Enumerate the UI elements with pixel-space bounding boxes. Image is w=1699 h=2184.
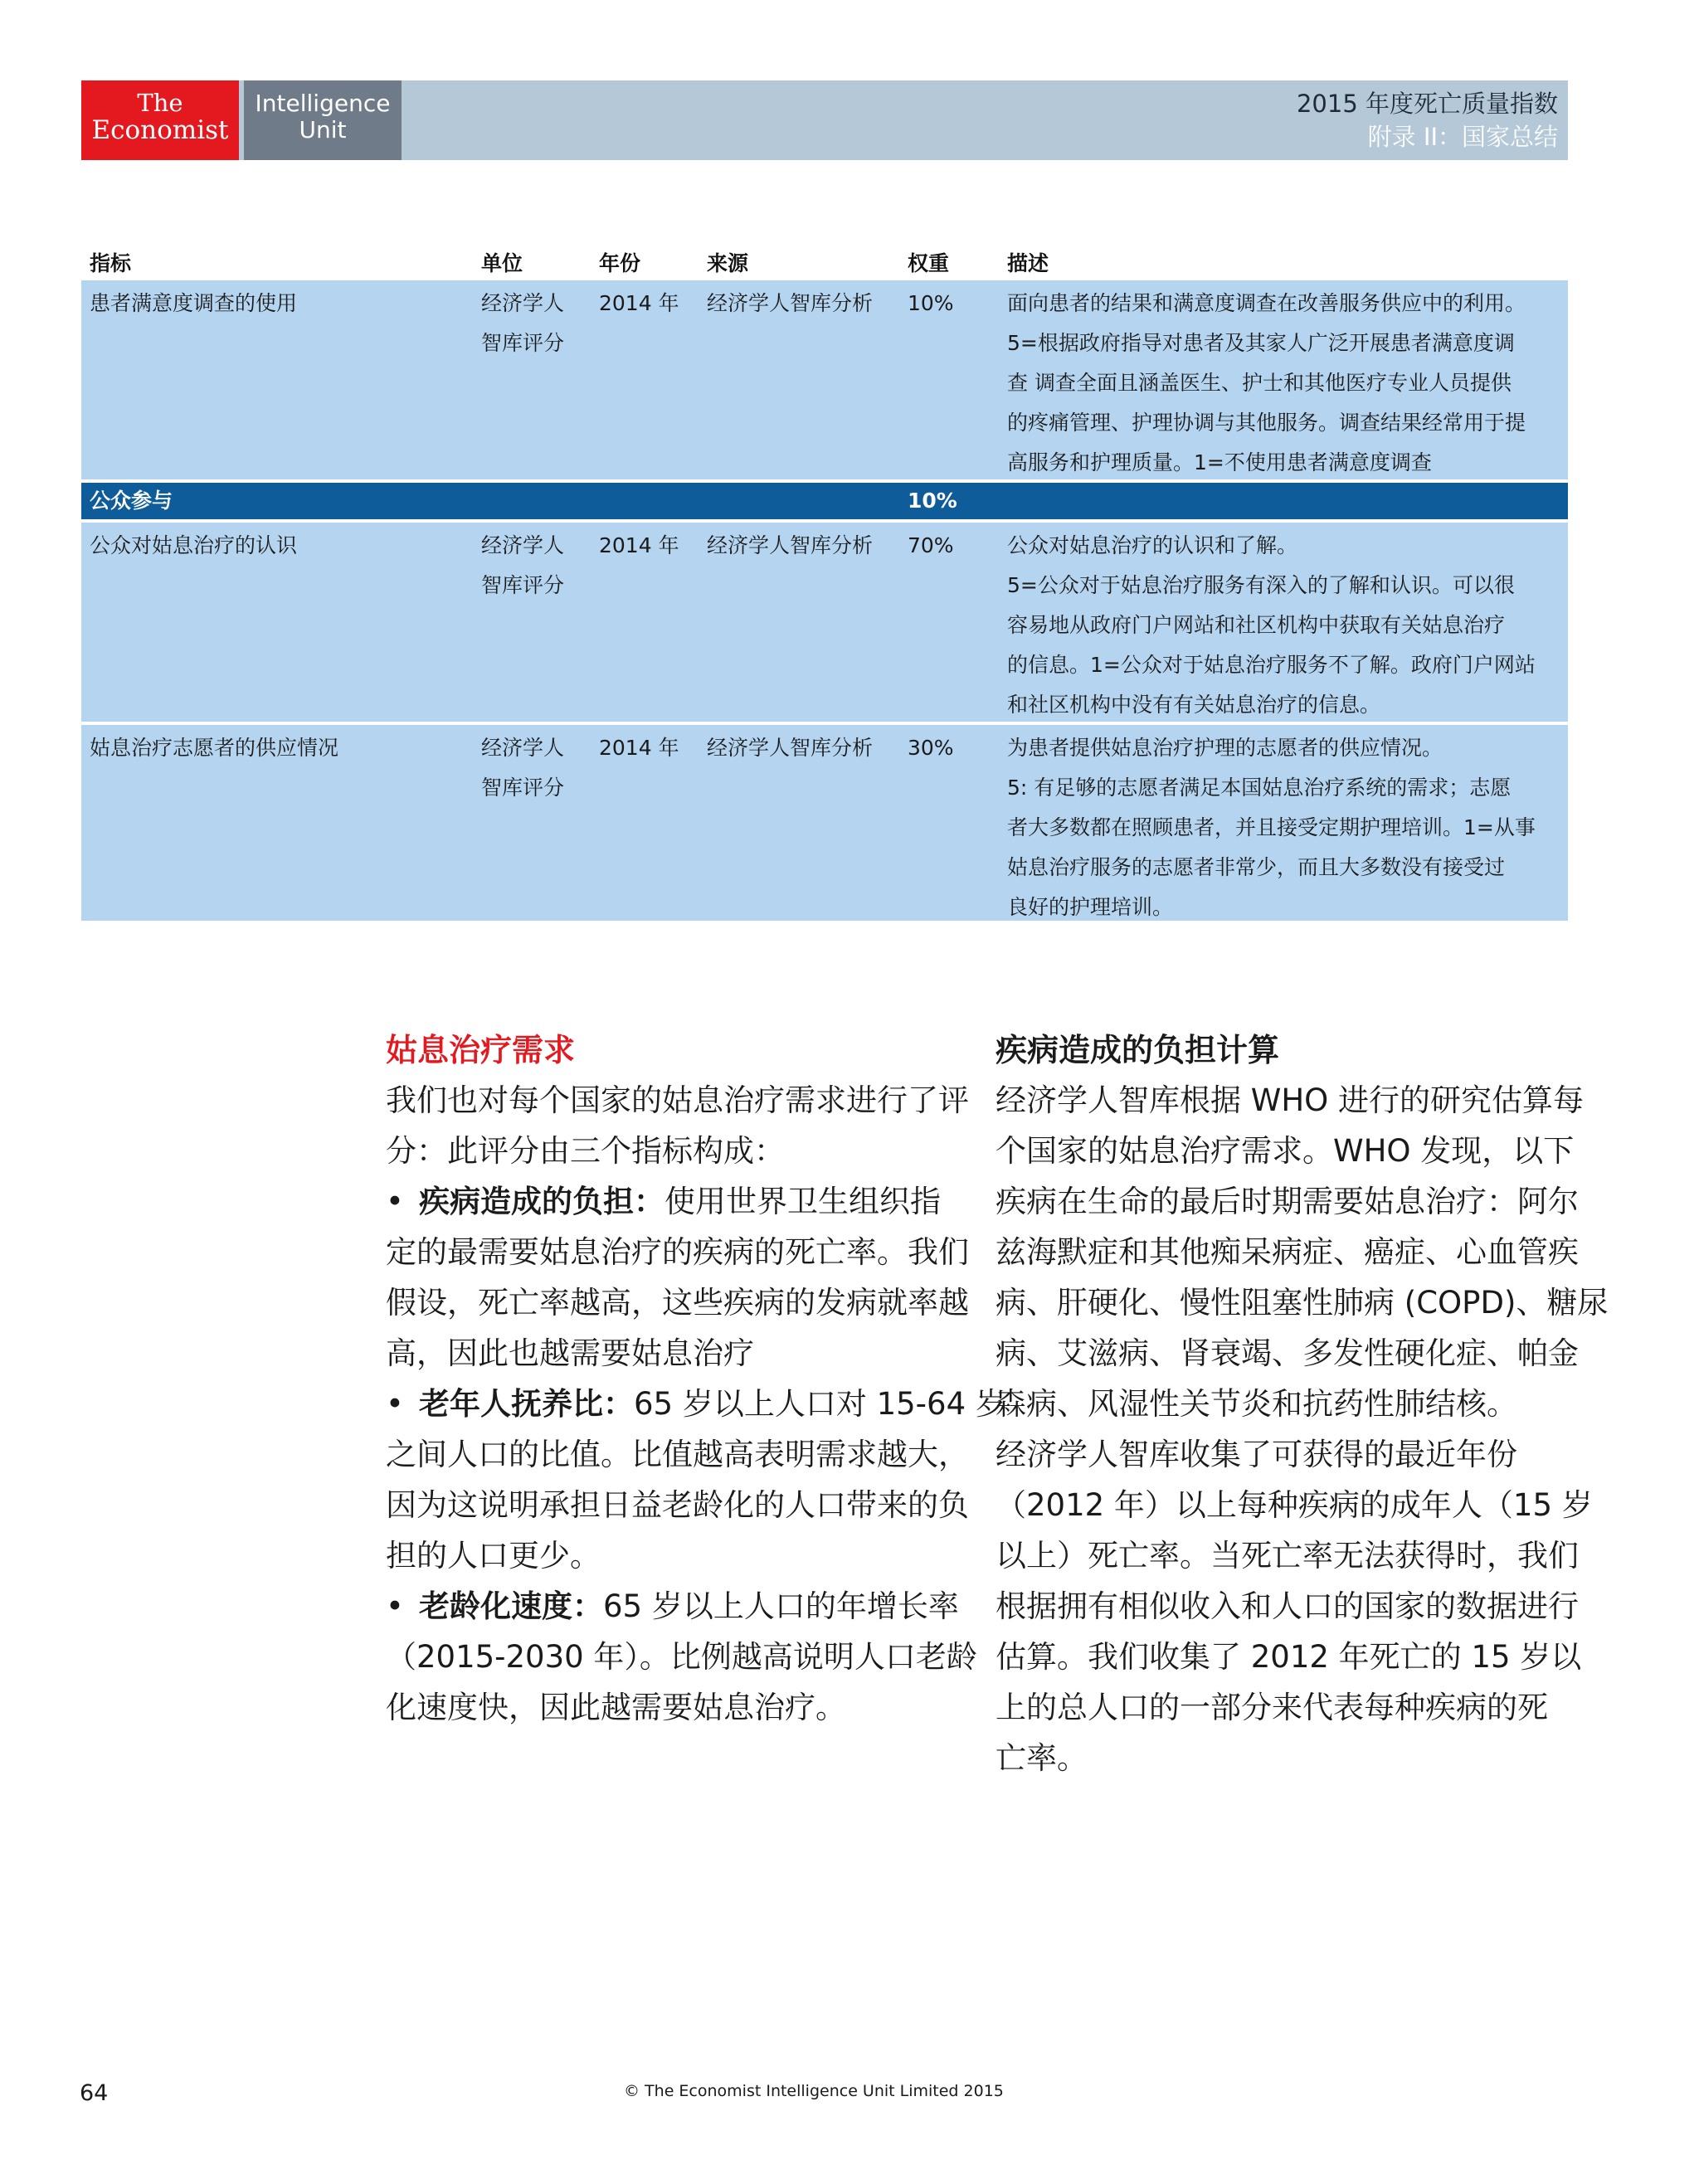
page-number: 64 [80, 2080, 109, 2106]
right-column [996, 1027, 1609, 1783]
cell-source: 经济学人智库分析 [707, 533, 874, 557]
cell-source: 经济学人智库分析 [707, 291, 874, 315]
cell-weight: 30% [908, 736, 954, 760]
cell-year: 2014 年 [599, 736, 679, 760]
cell-weight: 70% [908, 533, 954, 557]
economist-logo: The Economist [81, 80, 239, 160]
report-title: 2015 年度死亡质量指数 [1296, 90, 1558, 118]
indicator-table [81, 241, 1568, 924]
bullet-ageing-speed: • 老龄化速度：65 岁以上人口的年增长率 （2015-2030 年）。比例越高说明人口老龄 化速度快，因此越需要姑息治疗。 [386, 1581, 958, 1733]
cell-year: 2014 年 [599, 291, 679, 315]
section-heading-palliative-need: 姑息治疗需求 [386, 1032, 576, 1068]
section-label: 公众参与 [90, 489, 173, 513]
table-row [81, 725, 1568, 924]
header-description: 描述 [1007, 251, 1049, 275]
header-unit: 单位 [481, 251, 523, 275]
section-heading-disease-burden-calc: 疾病造成的负担计算 [996, 1032, 1280, 1068]
report-subtitle: 附录 II：国家总结 [1367, 123, 1558, 151]
eiu-logo: Intelligence Unit [244, 80, 402, 160]
cell-description: 公众对姑息治疗的认识和了解。 5=公众对于姑息治疗服务有深入的了解和认识。可以很 容易地从政府门户网站和社区机构中获取有关姑息治疗 的信息。1=公众对于姑息治疗服务不了解。政府门户网站 和社区机构中没有有关姑息治疗的信息。 [1007, 533, 1536, 717]
page-header [81, 80, 1568, 160]
table-header [81, 241, 1568, 280]
section-row [81, 483, 1568, 523]
cell-unit: 经济学人 智库评分 [481, 736, 565, 800]
cell-indicator: 姑息治疗志愿者的供应情况 [90, 736, 339, 760]
bullet-disease-burden: • 疾病造成的负担：使用世界卫生组织指 定的最需要姑息治疗的疾病的死亡率。我们 假设，死亡率越高，这些疾病的发病就率越 高，因此也越需要姑息治疗 [386, 1176, 958, 1379]
table-row [81, 280, 1568, 483]
cell-unit: 经济学人 智库评分 [481, 533, 565, 597]
bullet-dependency-ratio: • 老年人抚养比：65 岁以上人口对 15-64 岁 之间人口的比值。比值越高表明需求越大， 因为这说明承担日益老龄化的人口带来的负 担的人口更少。 [386, 1379, 958, 1581]
header-weight: 权重 [908, 251, 950, 275]
intro-paragraph: 我们也对每个国家的姑息治疗需求进行了评 分：此评分由三个指标构成： [386, 1082, 969, 1169]
copyright-notice: © The Economist Intelligence Unit Limited 2015 [624, 2082, 1004, 2100]
cell-source: 经济学人智库分析 [707, 736, 874, 760]
header-source: 来源 [707, 251, 749, 275]
paragraph: 经济学人智库根据 WHO 进行的研究估算每 个国家的姑息治疗需求。WHO 发现，以下 疾病在生命的最后时期需要姑息治疗：阿尔 兹海默症和其他痴呆病症、癌症、心血管疾 病、肝硬化、慢性阻塞性肺病 (COPD)、糖尿 病、艾滋病、肾衰竭、多发性硬化症、帕金 森病、风湿性关节炎和抗药性肺结核。 [996, 1082, 1609, 1422]
cell-description: 面向患者的结果和满意度调查在改善服务供应中的利用。 5=根据政府指导对患者及其家人广泛开展患者满意度调 查 调查全面且涵盖医生、护士和其他医疗专业人员提供 的疼痛管理、护理协调与其他服务。调查结果经常用于提 高服务和护理质量。1=不使用患者满意度调查 [1007, 291, 1526, 474]
cell-indicator: 患者满意度调查的使用 [90, 291, 298, 315]
cell-indicator: 公众对姑息治疗的认识 [90, 533, 298, 557]
cell-description: 为患者提供姑息治疗护理的志愿者的供应情况。 5: 有足够的志愿者满足本国姑息治疗系统的需求；志愿 者大多数都在照顾患者，并且接受定期护理培训。1=从事 姑息治疗服务的志愿者非常少，而且大多数没有接受过 良好的护理培训。 [1007, 736, 1536, 919]
paragraph: 经济学人智库收集了可获得的最近年份 （2012 年）以上每种疾病的成年人（15 岁 以上）死亡率。当死亡率无法获得时，我们 根据拥有相似收入和人口的国家的数据进行 估算。我们收集了 2012 年死亡的 15 岁以 上的总人口的一部分来代表每种疾病的死 亡率。 [996, 1437, 1593, 1776]
table-row [81, 523, 1568, 725]
cell-unit: 经济学人 智库评分 [481, 291, 565, 355]
left-column [386, 1027, 1006, 1733]
section-weight: 10% [908, 489, 957, 513]
header-indicator: 指标 [90, 251, 132, 275]
header-year: 年份 [599, 251, 641, 275]
cell-weight: 10% [908, 291, 954, 315]
cell-year: 2014 年 [599, 533, 679, 557]
